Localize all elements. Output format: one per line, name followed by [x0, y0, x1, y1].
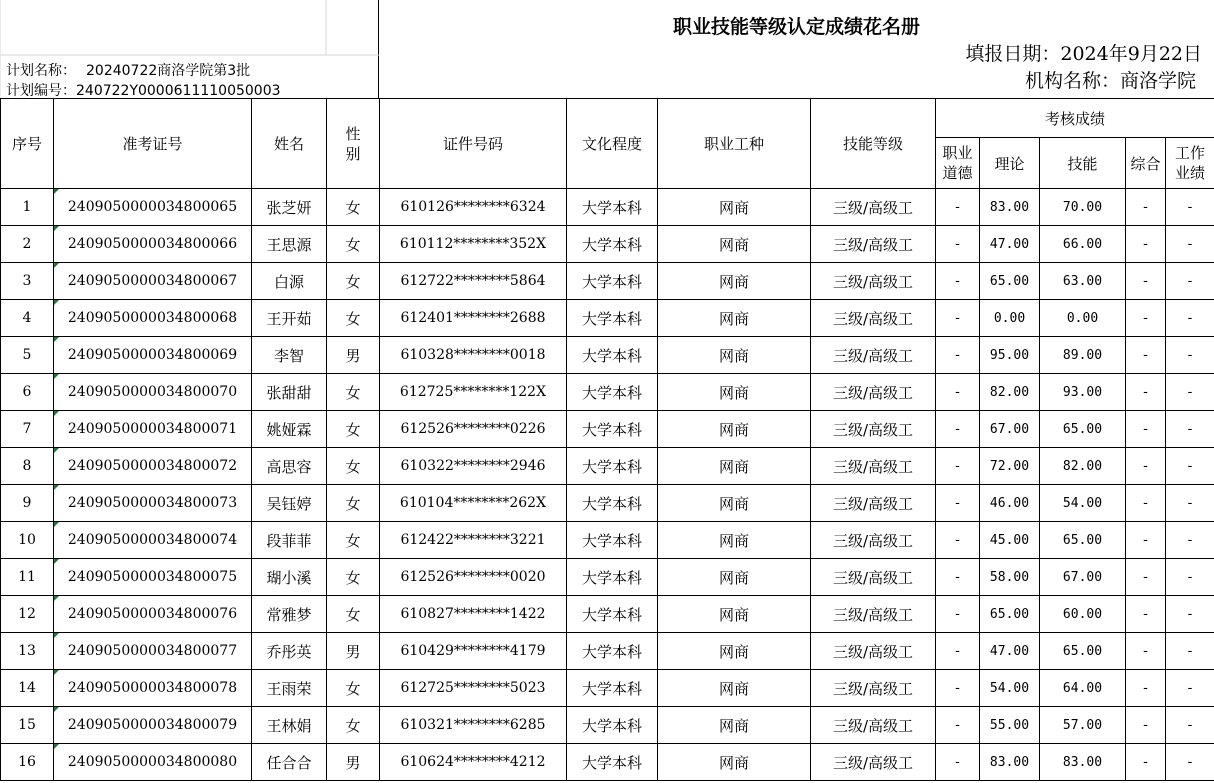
cell-skill[interactable]: 93.00	[1040, 374, 1126, 411]
cell-seq[interactable]: 13	[1, 633, 54, 670]
cell-id-no[interactable]: 612526********0226	[380, 411, 567, 448]
cell-occupation[interactable]: 网商	[658, 670, 811, 707]
cell-gender[interactable]: 女	[327, 411, 380, 448]
cell-level[interactable]: 三级/高级工	[811, 485, 936, 522]
cell-skill[interactable]: 65.00	[1040, 522, 1126, 559]
cell-skill[interactable]: 60.00	[1040, 596, 1126, 633]
table-row	[1, 189, 1214, 226]
cell-education[interactable]: 大学本科	[567, 596, 658, 633]
cell-gender[interactable]: 男	[327, 744, 380, 781]
cell-ethics[interactable]: -	[936, 670, 980, 707]
cell-seq[interactable]: 2	[1, 226, 54, 263]
plan-name-label: 计划名称：	[6, 63, 76, 79]
col-header-overall: 综合	[1126, 138, 1166, 189]
table-row	[1, 411, 1214, 448]
cell-occupation[interactable]: 网商	[658, 226, 811, 263]
cell-id-no[interactable]: 610429********4179	[380, 633, 567, 670]
cell-overall[interactable]: -	[1126, 374, 1166, 411]
cell-id-no[interactable]: 612422********3221	[380, 522, 567, 559]
cell-id-no[interactable]: 612722********5864	[380, 263, 567, 300]
cell-education[interactable]: 大学本科	[567, 300, 658, 337]
cell-occupation[interactable]: 网商	[658, 189, 811, 226]
cell-ethics[interactable]: -	[936, 485, 980, 522]
cell-overall[interactable]: -	[1126, 670, 1166, 707]
cell-work[interactable]: -	[1166, 559, 1214, 596]
cell-level[interactable]: 三级/高级工	[811, 670, 936, 707]
cell-work[interactable]: -	[1166, 744, 1214, 781]
cell-education[interactable]: 大学本科	[567, 670, 658, 707]
org-name: 机构名称：商洛学院	[1024, 70, 1196, 92]
cell-seq[interactable]: 11	[1, 559, 54, 596]
cell-occupation[interactable]: 网商	[658, 744, 811, 781]
cell-ticket[interactable]: 2409050000034800068	[54, 300, 252, 337]
col-header-ethics-text: 职业道德	[942, 144, 973, 182]
cell-education[interactable]: 大学本科	[567, 411, 658, 448]
table-row	[1, 596, 1214, 633]
col-header-theory: 理论	[980, 138, 1040, 189]
plan-name-line	[6, 60, 250, 80]
cell-seq[interactable]: 5	[1, 337, 54, 374]
cell-skill[interactable]: 65.00	[1040, 411, 1126, 448]
cell-overall[interactable]: -	[1126, 522, 1166, 559]
col-header-id-no: 证件号码	[380, 99, 567, 189]
cell-work[interactable]: -	[1166, 485, 1214, 522]
cell-theory[interactable]: 0.00	[980, 300, 1040, 337]
cell-theory[interactable]: 54.00	[980, 670, 1040, 707]
cell-theory[interactable]: 72.00	[980, 448, 1040, 485]
cell-ticket[interactable]: 2409050000034800065	[54, 189, 252, 226]
cell-ticket[interactable]: 2409050000034800076	[54, 596, 252, 633]
cell-name[interactable]: 高思容	[252, 448, 327, 485]
cell-level[interactable]: 三级/高级工	[811, 707, 936, 744]
table-row	[1, 300, 1214, 337]
cell-skill[interactable]: 70.00	[1040, 189, 1126, 226]
col-header-scores-group: 考核成绩	[936, 99, 1214, 138]
score-table	[0, 98, 1214, 781]
cell-gender[interactable]: 女	[327, 522, 380, 559]
cell-level[interactable]: 三级/高级工	[811, 744, 936, 781]
cell-gender[interactable]: 女	[327, 189, 380, 226]
cell-theory[interactable]: 65.00	[980, 263, 1040, 300]
col-header-occupation: 职业工种	[658, 99, 811, 189]
col-header-gender	[327, 99, 380, 189]
cell-level[interactable]: 三级/高级工	[811, 374, 936, 411]
cell-work[interactable]: -	[1166, 596, 1214, 633]
col-header-ticket: 准考证号	[54, 99, 252, 189]
cell-education[interactable]: 大学本科	[567, 263, 658, 300]
cell-skill[interactable]: 82.00	[1040, 448, 1126, 485]
cell-occupation[interactable]: 网商	[658, 522, 811, 559]
cell-overall[interactable]: -	[1126, 707, 1166, 744]
cell-occupation[interactable]: 网商	[658, 337, 811, 374]
cell-work[interactable]: -	[1166, 374, 1214, 411]
cell-overall[interactable]: -	[1126, 337, 1166, 374]
cell-name[interactable]: 李智	[252, 337, 327, 374]
cell-gender[interactable]: 女	[327, 300, 380, 337]
cell-id-no[interactable]: 610321********6285	[380, 707, 567, 744]
cell-work[interactable]: -	[1166, 300, 1214, 337]
plan-code-value: 240722Y0000611110050003	[76, 83, 281, 99]
cell-seq[interactable]: 10	[1, 522, 54, 559]
cell-theory[interactable]: 47.00	[980, 633, 1040, 670]
cell-name[interactable]: 任合合	[252, 744, 327, 781]
cell-level[interactable]: 三级/高级工	[811, 263, 936, 300]
table-row	[1, 485, 1214, 522]
cell-gender[interactable]: 女	[327, 559, 380, 596]
col-header-seq: 序号	[1, 99, 54, 189]
cell-seq[interactable]: 1	[1, 189, 54, 226]
cell-gender[interactable]: 女	[327, 448, 380, 485]
cell-education[interactable]: 大学本科	[567, 448, 658, 485]
plan-code-label: 计划编号：	[6, 83, 76, 99]
plan-info-block	[0, 0, 379, 98]
cell-skill[interactable]: 64.00	[1040, 670, 1126, 707]
cell-ethics[interactable]: -	[936, 337, 980, 374]
cell-ticket[interactable]: 2409050000034800070	[54, 374, 252, 411]
col-header-skill: 技能	[1040, 138, 1126, 189]
cell-work[interactable]: -	[1166, 670, 1214, 707]
cell-seq[interactable]: 12	[1, 596, 54, 633]
cell-ticket[interactable]: 2409050000034800069	[54, 337, 252, 374]
cell-skill[interactable]: 66.00	[1040, 226, 1126, 263]
cell-theory[interactable]: 83.00	[980, 189, 1040, 226]
cell-name[interactable]: 张芝妍	[252, 189, 327, 226]
cell-education[interactable]: 大学本科	[567, 522, 658, 559]
table-row	[1, 448, 1214, 485]
cell-occupation[interactable]: 网商	[658, 448, 811, 485]
cell-occupation[interactable]: 网商	[658, 300, 811, 337]
cell-level[interactable]: 三级/高级工	[811, 300, 936, 337]
cell-name[interactable]: 王思源	[252, 226, 327, 263]
cell-occupation[interactable]: 网商	[658, 633, 811, 670]
cell-education[interactable]: 大学本科	[567, 633, 658, 670]
cell-level[interactable]: 三级/高级工	[811, 596, 936, 633]
cell-skill[interactable]: 57.00	[1040, 707, 1126, 744]
cell-education[interactable]: 大学本科	[567, 374, 658, 411]
cell-skill[interactable]: 65.00	[1040, 633, 1126, 670]
cell-ethics[interactable]: -	[936, 744, 980, 781]
col-header-name: 姓名	[252, 99, 327, 189]
cell-ticket[interactable]: 2409050000034800073	[54, 485, 252, 522]
cell-work[interactable]: -	[1166, 633, 1214, 670]
cell-ticket[interactable]: 2409050000034800066	[54, 226, 252, 263]
cell-level[interactable]: 三级/高级工	[811, 411, 936, 448]
cell-work[interactable]: -	[1166, 189, 1214, 226]
cell-gender[interactable]: 男	[327, 337, 380, 374]
cell-theory[interactable]: 46.00	[980, 485, 1040, 522]
cell-level[interactable]: 三级/高级工	[811, 522, 936, 559]
cell-work[interactable]: -	[1166, 226, 1214, 263]
cell-name[interactable]: 姚娅霖	[252, 411, 327, 448]
cell-name[interactable]: 白源	[252, 263, 327, 300]
cell-ticket[interactable]: 2409050000034800075	[54, 559, 252, 596]
table-row	[1, 226, 1214, 263]
cell-theory[interactable]: 82.00	[980, 374, 1040, 411]
cell-ethics[interactable]: -	[936, 411, 980, 448]
cell-ticket[interactable]: 2409050000034800077	[54, 633, 252, 670]
col-header-ethics	[936, 138, 980, 189]
cell-education[interactable]: 大学本科	[567, 744, 658, 781]
cell-gender[interactable]: 女	[327, 485, 380, 522]
cell-ticket[interactable]: 2409050000034800067	[54, 263, 252, 300]
cell-education[interactable]: 大学本科	[567, 559, 658, 596]
cell-skill[interactable]: 0.00	[1040, 300, 1126, 337]
cell-id-no[interactable]: 612526********0020	[380, 559, 567, 596]
cell-id-no[interactable]: 610328********0018	[380, 337, 567, 374]
cell-overall[interactable]: -	[1126, 189, 1166, 226]
cell-seq[interactable]: 15	[1, 707, 54, 744]
cell-name[interactable]: 王雨荣	[252, 670, 327, 707]
cell-id-no[interactable]: 610827********1422	[380, 596, 567, 633]
table-row	[1, 559, 1214, 596]
page-title: 职业技能等级认定成绩花名册	[672, 16, 920, 38]
cell-id-no[interactable]: 610104********262X	[380, 485, 567, 522]
cell-name[interactable]: 瑚小溪	[252, 559, 327, 596]
cell-occupation[interactable]: 网商	[658, 411, 811, 448]
cell-seq[interactable]: 7	[1, 411, 54, 448]
table-body	[1, 189, 1214, 781]
cell-name[interactable]: 王林娟	[252, 707, 327, 744]
cell-ethics[interactable]: -	[936, 596, 980, 633]
cell-education[interactable]: 大学本科	[567, 485, 658, 522]
cell-work[interactable]: -	[1166, 522, 1214, 559]
cell-theory[interactable]: 95.00	[980, 337, 1040, 374]
cell-skill[interactable]: 54.00	[1040, 485, 1126, 522]
cell-ticket[interactable]: 2409050000034800079	[54, 707, 252, 744]
cell-ticket[interactable]: 2409050000034800078	[54, 670, 252, 707]
cell-overall[interactable]: -	[1126, 485, 1166, 522]
table-row	[1, 633, 1214, 670]
cell-overall[interactable]: -	[1126, 596, 1166, 633]
cell-theory[interactable]: 83.00	[980, 744, 1040, 781]
cell-gender[interactable]: 女	[327, 226, 380, 263]
cell-gender[interactable]: 女	[327, 263, 380, 300]
col-header-work-text: 工作业绩	[1175, 144, 1206, 182]
fill-date: 填报日期：2024年9月22日	[965, 43, 1202, 65]
table-row	[1, 337, 1214, 374]
cell-work[interactable]: -	[1166, 707, 1214, 744]
cell-ticket[interactable]: 2409050000034800080	[54, 744, 252, 781]
cell-ethics[interactable]: -	[936, 263, 980, 300]
cell-id-no[interactable]: 610322********2946	[380, 448, 567, 485]
cell-gender[interactable]: 男	[327, 633, 380, 670]
cell-gender[interactable]: 女	[327, 670, 380, 707]
cell-seq[interactable]: 14	[1, 670, 54, 707]
cell-ethics[interactable]: -	[936, 226, 980, 263]
cell-name[interactable]: 王开茹	[252, 300, 327, 337]
cell-overall[interactable]: -	[1126, 559, 1166, 596]
cell-overall[interactable]: -	[1126, 448, 1166, 485]
cell-name[interactable]: 常雅梦	[252, 596, 327, 633]
cell-seq[interactable]: 9	[1, 485, 54, 522]
cell-theory[interactable]: 58.00	[980, 559, 1040, 596]
cell-id-no[interactable]: 612725********5023	[380, 670, 567, 707]
col-header-work	[1166, 138, 1214, 189]
cell-level[interactable]: 三级/高级工	[811, 337, 936, 374]
table-row	[1, 263, 1214, 300]
cell-theory[interactable]: 47.00	[980, 226, 1040, 263]
cell-occupation[interactable]: 网商	[658, 374, 811, 411]
table-row	[1, 522, 1214, 559]
cell-theory[interactable]: 65.00	[980, 596, 1040, 633]
cell-occupation[interactable]: 网商	[658, 707, 811, 744]
cell-name[interactable]: 乔彤英	[252, 633, 327, 670]
cell-work[interactable]: -	[1166, 263, 1214, 300]
col-header-level: 技能等级	[811, 99, 936, 189]
cell-occupation[interactable]: 网商	[658, 263, 811, 300]
cell-seq[interactable]: 3	[1, 263, 54, 300]
cell-overall[interactable]: -	[1126, 300, 1166, 337]
cell-ethics[interactable]: -	[936, 300, 980, 337]
table-row	[1, 374, 1214, 411]
cell-gender[interactable]: 女	[327, 374, 380, 411]
cell-overall[interactable]: -	[1126, 411, 1166, 448]
table-row	[1, 707, 1214, 744]
cell-overall[interactable]: -	[1126, 263, 1166, 300]
plan-code-line	[6, 80, 281, 100]
cell-seq[interactable]: 8	[1, 448, 54, 485]
cell-work[interactable]: -	[1166, 337, 1214, 374]
cell-skill[interactable]: 83.00	[1040, 744, 1126, 781]
cell-education[interactable]: 大学本科	[567, 189, 658, 226]
cell-skill[interactable]: 89.00	[1040, 337, 1126, 374]
table-row	[1, 744, 1214, 781]
cell-occupation[interactable]: 网商	[658, 485, 811, 522]
cell-ethics[interactable]: -	[936, 633, 980, 670]
cell-overall[interactable]: -	[1126, 633, 1166, 670]
cell-skill[interactable]: 63.00	[1040, 263, 1126, 300]
cell-ticket[interactable]: 2409050000034800072	[54, 448, 252, 485]
plan-name-value: 20240722商洛学院第3批	[86, 63, 251, 79]
cell-theory[interactable]: 45.00	[980, 522, 1040, 559]
cell-ticket[interactable]: 2409050000034800074	[54, 522, 252, 559]
cell-occupation[interactable]: 网商	[658, 596, 811, 633]
cell-seq[interactable]: 6	[1, 374, 54, 411]
cell-ethics[interactable]: -	[936, 522, 980, 559]
cell-occupation[interactable]: 网商	[658, 559, 811, 596]
cell-level[interactable]: 三级/高级工	[811, 633, 936, 670]
cell-gender[interactable]: 女	[327, 596, 380, 633]
cell-id-no[interactable]: 612725********122X	[380, 374, 567, 411]
cell-ethics[interactable]: -	[936, 374, 980, 411]
cell-theory[interactable]: 55.00	[980, 707, 1040, 744]
col-header-education: 文化程度	[567, 99, 658, 189]
cell-name[interactable]: 张甜甜	[252, 374, 327, 411]
cell-overall[interactable]: -	[1126, 744, 1166, 781]
cell-overall[interactable]: -	[1126, 226, 1166, 263]
cell-education[interactable]: 大学本科	[567, 337, 658, 374]
header-row-1	[1, 99, 1214, 138]
cell-education[interactable]: 大学本科	[567, 226, 658, 263]
cell-work[interactable]: -	[1166, 411, 1214, 448]
cell-name[interactable]: 吴钰婷	[252, 485, 327, 522]
cell-id-no[interactable]: 610112********352X	[380, 226, 567, 263]
cell-seq[interactable]: 16	[1, 744, 54, 781]
cell-id-no[interactable]: 610624********4212	[380, 744, 567, 781]
cell-ethics[interactable]: -	[936, 448, 980, 485]
cell-id-no[interactable]: 612401********2688	[380, 300, 567, 337]
cell-skill[interactable]: 67.00	[1040, 559, 1126, 596]
cell-education[interactable]: 大学本科	[567, 707, 658, 744]
cell-work[interactable]: -	[1166, 448, 1214, 485]
cell-seq[interactable]: 4	[1, 300, 54, 337]
col-header-gender-text: 性别	[345, 124, 361, 163]
cell-id-no[interactable]: 610126********6324	[380, 189, 567, 226]
table-row	[1, 670, 1214, 707]
cell-theory[interactable]: 67.00	[980, 411, 1040, 448]
cell-ethics[interactable]: -	[936, 189, 980, 226]
cell-name[interactable]: 段菲菲	[252, 522, 327, 559]
cell-level[interactable]: 三级/高级工	[811, 448, 936, 485]
cell-level[interactable]: 三级/高级工	[811, 559, 936, 596]
cell-level[interactable]: 三级/高级工	[811, 189, 936, 226]
cell-level[interactable]: 三级/高级工	[811, 226, 936, 263]
cell-ethics[interactable]: -	[936, 559, 980, 596]
cell-ticket[interactable]: 2409050000034800071	[54, 411, 252, 448]
cell-ethics[interactable]: -	[936, 707, 980, 744]
cell-gender[interactable]: 女	[327, 707, 380, 744]
